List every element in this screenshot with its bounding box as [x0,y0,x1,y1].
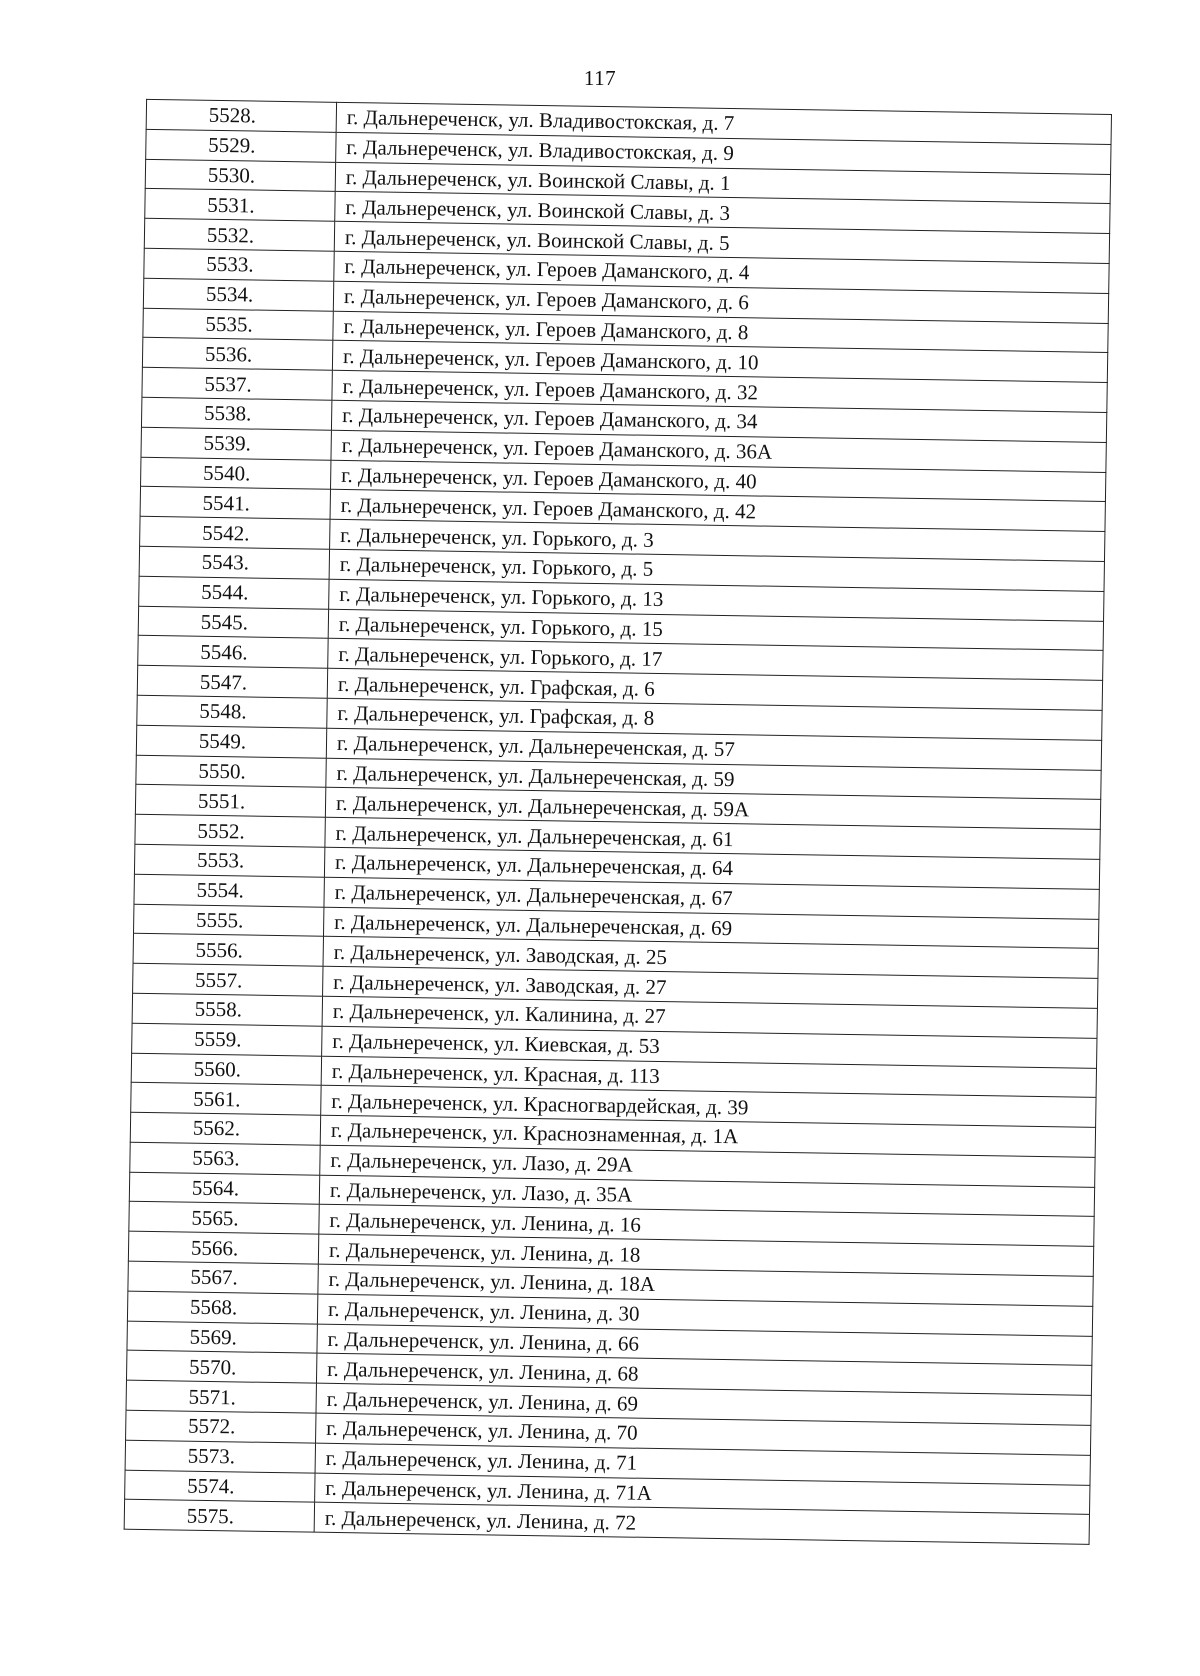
address-table-body [124,99,1111,1544]
row-number-cell: 5563. [130,1142,320,1175]
address-table-container [146,103,1112,1545]
row-number-cell: 5567. [128,1261,318,1294]
row-number-cell: 5535. [143,308,333,341]
row-number-cell: 5549. [136,725,326,758]
address-cell: г. Дальнереченск, ул. Красногвардейская, д. 39 [321,1085,1096,1127]
row-number-cell: 5552. [135,814,325,847]
address-cell: г. Дальнереченск, ул. Графская, д. 6 [327,668,1102,710]
row-number-cell: 5545. [138,606,328,639]
page-number: 117 [583,66,617,90]
row-number-cell: 5534. [143,278,333,311]
row-number-cell: 5566. [128,1231,318,1264]
row-number-cell: 5559. [132,1023,322,1056]
row-number-cell: 5533. [144,248,334,281]
row-number-cell: 5560. [131,1053,321,1086]
row-number-cell: 5573. [125,1440,315,1473]
row-number-cell: 5532. [144,219,334,252]
row-number-cell: 5548. [137,695,327,728]
address-cell: г. Дальнереченск, ул. Ленина, д. 16 [319,1205,1094,1247]
row-number-cell: 5550. [136,755,326,788]
row-number-cell: 5529. [146,129,336,162]
address-cell: г. Дальнереченск, ул. Заводская, д. 27 [323,966,1098,1008]
row-number-cell: 5531. [145,189,335,222]
row-number-cell: 5530. [145,159,335,192]
address-cell: г. Дальнереченск, ул. Владивостокская, д. 7 [336,102,1111,144]
address-cell: г. Дальнереченск, ул. Воинской Славы, д. 1 [335,162,1110,204]
row-number-cell: 5569. [127,1321,317,1354]
row-number-cell: 5551. [135,785,325,818]
row-number-cell: 5572. [126,1410,316,1443]
address-cell: г. Дальнереченск, ул. Лазо, д. 35А [319,1175,1094,1217]
row-number-cell: 5536. [142,338,332,371]
row-number-cell: 5557. [133,963,323,996]
row-number-cell: 5562. [130,1112,320,1145]
row-number-cell: 5547. [137,665,327,698]
address-cell: г. Дальнереченск, ул. Киевская, д. 53 [322,1026,1097,1068]
address-cell: г. Дальнереченск, ул. Горького, д. 3 [330,519,1105,561]
row-number-cell: 5528. [146,99,336,132]
row-number-cell: 5544. [139,576,329,609]
row-number-cell: 5565. [129,1202,319,1235]
row-number-cell: 5558. [132,993,322,1026]
address-cell: г. Дальнереченск, ул. Горького, д. 17 [328,639,1103,681]
address-cell: г. Дальнереченск, ул. Героев Даманского, д. 10 [332,341,1107,383]
address-cell: г. Дальнереченск, ул. Дальнереченская, д. 64 [324,847,1099,889]
row-number-cell: 5540. [141,457,331,490]
address-cell: г. Дальнереченск, ул. Калинина, д. 27 [322,996,1097,1038]
address-cell: г. Дальнереченск, ул. Ленина, д. 18 [318,1234,1093,1276]
address-cell: г. Дальнереченск, ул. Ленина, д. 70 [316,1413,1091,1455]
address-cell: г. Дальнереченск, ул. Ленина, д. 66 [317,1324,1092,1366]
address-cell: г. Дальнереченск, ул. Героев Даманского, д. 6 [333,281,1108,323]
address-cell: г. Дальнереченск, ул. Красная, д. 113 [321,1056,1096,1098]
address-cell: г. Дальнереченск, ул. Ленина, д. 18А [318,1264,1093,1306]
row-number-cell: 5575. [124,1500,314,1533]
row-number-cell: 5537. [142,367,332,400]
address-cell: г. Дальнереченск, ул. Ленина, д. 69 [316,1383,1091,1425]
address-cell: г. Дальнереченск, ул. Ленина, д. 72 [314,1503,1089,1545]
row-number-cell: 5541. [140,487,330,520]
address-cell: г. Дальнереченск, ул. Воинской Славы, д. 3 [335,192,1110,234]
address-cell: г. Дальнереченск, ул. Героев Даманского, д. 32 [332,370,1107,412]
row-number-cell: 5564. [129,1172,319,1205]
row-number-cell: 5555. [134,904,324,937]
address-cell: г. Дальнереченск, ул. Героев Даманского, д. 8 [333,311,1108,353]
address-cell: г. Дальнереченск, ул. Лазо, д. 29А [320,1145,1095,1187]
address-cell: г. Дальнереченск, ул. Горького, д. 15 [328,609,1103,651]
address-cell: г. Дальнереченск, ул. Дальнереченская, д. 61 [325,817,1100,859]
row-number-cell: 5543. [139,546,329,579]
row-number-cell: 5570. [126,1351,316,1384]
address-cell: г. Дальнереченск, ул. Дальнереченская, д. 59 [326,758,1101,800]
row-number-cell: 5571. [126,1380,316,1413]
address-cell: г. Дальнереченск, ул. Ленина, д. 71А [315,1473,1090,1515]
row-number-cell: 5568. [127,1291,317,1324]
row-number-cell: 5546. [138,636,328,669]
address-cell: г. Дальнереченск, ул. Дальнереченская, д. 59А [325,788,1100,830]
row-number-cell: 5554. [134,874,324,907]
address-table [124,99,1112,1545]
address-cell: г. Дальнереченск, ул. Героев Даманского, д. 40 [331,460,1106,502]
address-cell: г. Дальнереченск, ул. Героев Даманского, д. 4 [334,251,1109,293]
address-cell: г. Дальнереченск, ул. Героев Даманского, д. 42 [330,490,1105,532]
address-cell: г. Дальнереченск, ул. Владивостокская, д. 9 [336,132,1111,174]
row-number-cell: 5556. [133,934,323,967]
row-number-cell: 5539. [141,427,331,460]
address-cell: г. Дальнереченск, ул. Графская, д. 8 [327,698,1102,740]
address-cell: г. Дальнереченск, ул. Дальнереченская, д. 69 [323,907,1098,949]
address-cell: г. Дальнереченск, ул. Героев Даманского, д. 34 [331,400,1106,442]
row-number-cell: 5561. [131,1083,321,1116]
address-cell: г. Дальнереченск, ул. Дальнереченская, д. 57 [326,728,1101,770]
address-cell: г. Дальнереченск, ул. Горького, д. 13 [329,579,1104,621]
address-cell: г. Дальнереченск, ул. Краснознаменная, д. 1А [320,1115,1095,1157]
address-cell: г. Дальнереченск, ул. Героев Даманского, д. 36А [331,430,1106,472]
address-cell: г. Дальнереченск, ул. Ленина, д. 68 [316,1354,1091,1396]
address-cell: г. Дальнереченск, ул. Дальнереченская, д. 67 [324,877,1099,919]
row-number-cell: 5542. [140,516,330,549]
address-cell: г. Дальнереченск, ул. Ленина, д. 71 [315,1443,1090,1485]
address-cell: г. Дальнереченск, ул. Воинской Славы, д. 5 [334,221,1109,263]
address-cell: г. Дальнереченск, ул. Ленина, д. 30 [317,1294,1092,1336]
row-number-cell: 5574. [125,1470,315,1503]
address-cell: г. Дальнереченск, ул. Заводская, д. 25 [323,937,1098,979]
address-cell: г. Дальнереченск, ул. Горького, д. 5 [329,549,1104,591]
row-number-cell: 5553. [134,844,324,877]
row-number-cell: 5538. [141,397,331,430]
